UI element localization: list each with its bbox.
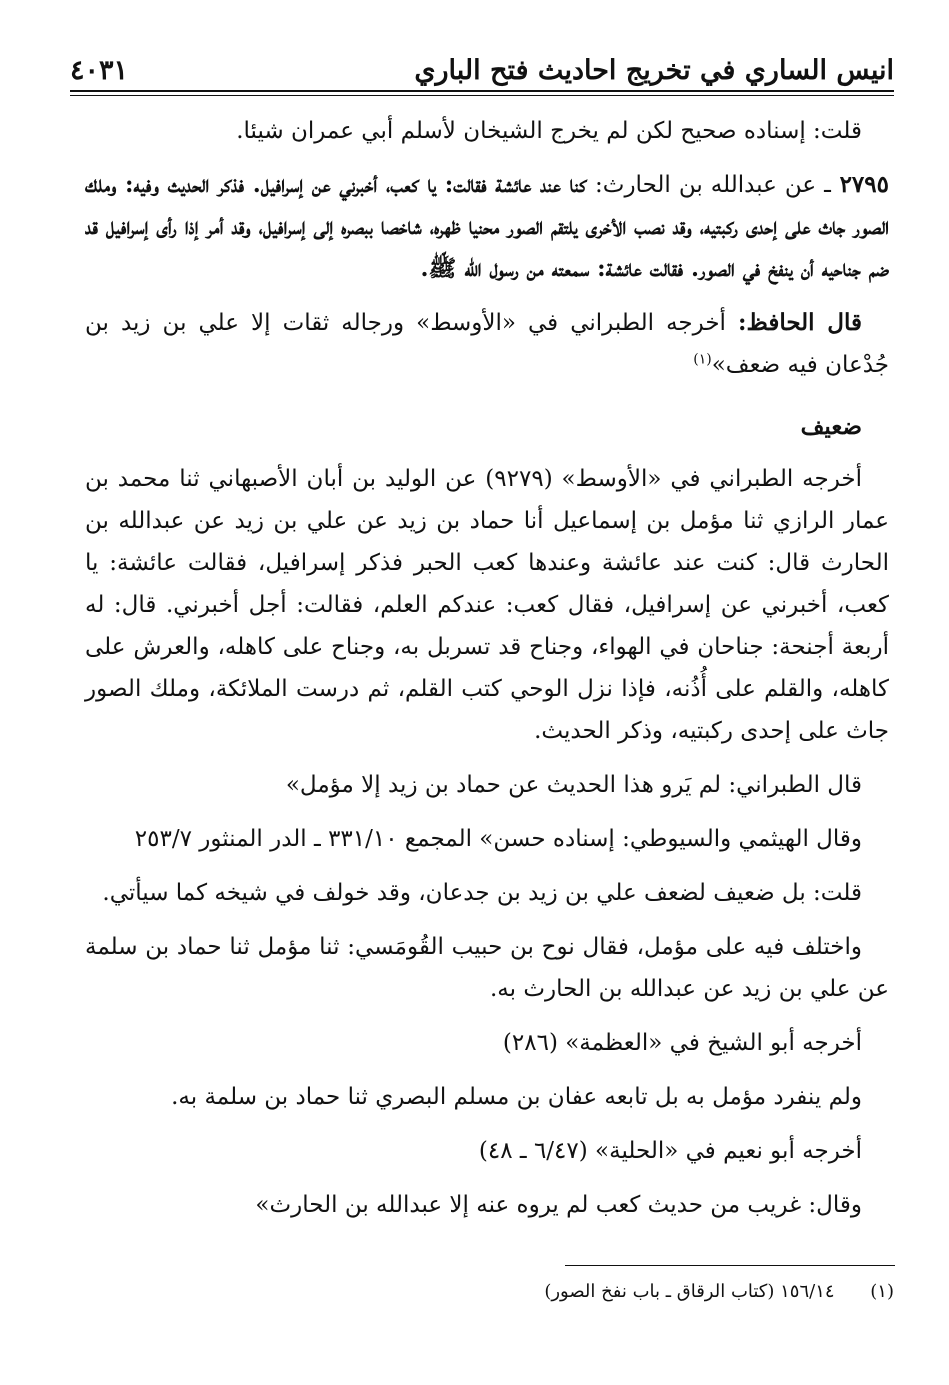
hadith-number: ٢٧٩٥ xyxy=(839,171,889,198)
footnote-rule xyxy=(565,1265,895,1266)
paragraph-qultu-1: قلت: إسناده صحيح لكن لم يخرج الشيخان لأسلم أبي عمران شيئا. xyxy=(236,118,862,144)
grade-heading: ضعيف xyxy=(800,413,862,440)
header-rule xyxy=(70,90,894,92)
hadith-matn: كنا عند عائشة فقالت: يا كعب، أخبرني عن إسرافيل. فذكر الحديث وفيه: وملك الصور جاث على إحدى ركبتيه، وقد نصب الأخرى يلتقم الصور محنيا ظهره، شاخصا ببصره إلى إسرافيل، وقد أمر إذا رأى إسرافيل قد ضم جناحيه أن ينفخ في الصور. فقالت عائشة: سمعته من رسول الله ﷺ. xyxy=(85,171,889,282)
footnote-text: ١٥٦/١٤ (كتاب الرقاق ـ باب نفخ الصور) xyxy=(544,1281,835,1302)
footnote xyxy=(544,1278,894,1306)
paragraph-abunuaym: أخرجه أبو نعيم في «الحلية» (٦/٤٧ ـ ٤٨) xyxy=(478,1138,862,1164)
footnote-number: (١) xyxy=(870,1281,894,1302)
paragraph-takhrij: أخرجه الطبراني في «الأوسط» (٩٢٧٩) عن الوليد بن أبان الأصبهاني ثنا محمد بن عمار الرازي ثنا مؤمل بن إسماعيل أنا حماد بن زيد عن علي بن زيد عن عبدالله بن الحارث قال: كنت عند عائشة وعندها كعب الحبر فذكر إسرافيل، فقالت عائشة: يا كعب، أخبرني عن إسرافيل، فقال كعب: عندكم العلم، فقالت: أجل أخبرني. قال: له أربعة أجنحة: جناحان في الهواء، وجناح قد تسربل به، وجناح على كاهله، والعرش على كاهله، والقلم على أُذُنه، فإذا نزل الوحي كتب القلم، ثم درست الملائكة، وملك الصور جاث على إحدى ركبتيه، وذكر الحديث. xyxy=(85,466,889,744)
paragraph-tabarani: قال الطبراني: لم يَرو هذا الحديث عن حماد بن زيد إلا مؤمل» xyxy=(285,772,862,798)
paragraph-haythami: وقال الهيثمي والسيوطي: إسناده حسن» المجمع ٣٣١/١٠ ـ الدر المنثور ٢٥٣/٧ xyxy=(134,826,862,852)
hafiz-comment xyxy=(85,302,889,386)
paragraph-qultu-2: قلت: بل ضعيف لضعف علي بن زيد بن جدعان، وقد خولف في شيخه كما سيأتي. xyxy=(102,880,862,906)
hadith-isnad: ـ عن عبدالله بن الحارث: xyxy=(595,172,831,198)
hafiz-text: أخرجه الطبراني في «الأوسط» ورجاله ثقات إلا علي بن زيد بن جُدْعان فيه ضعف» xyxy=(85,310,889,378)
paragraph-ikhtalaf: واختلف فيه على مؤمل، فقال نوح بن حبيب القُومَسي: ثنا مؤمل ثنا حماد بن سلمة عن علي بن زيد عن عبدالله بن الحارث به. xyxy=(85,934,889,1002)
page-header xyxy=(70,42,894,86)
main-text xyxy=(85,110,889,1238)
paragraph-gharib: وقال: غريب من حديث كعب لم يروه عنه إلا عبدالله بن الحارث» xyxy=(255,1192,862,1218)
page-number: ٤٠٣١ xyxy=(70,55,129,86)
running-title: انيس الساري في تخريج احاديث فتح الباري xyxy=(414,55,894,86)
footnote-marker: (١) xyxy=(693,351,712,368)
paragraph-mutaba: ولم ينفرد مؤمل به بل تابعه عفان بن مسلم البصري ثنا حماد بن سلمة به. xyxy=(171,1084,862,1110)
header-rule-thin xyxy=(70,95,894,96)
hafiz-label: قال الحافظ: xyxy=(738,309,863,336)
hadith-block xyxy=(85,164,889,290)
paragraph-abushaykh: أخرجه أبو الشيخ في «العظمة» (٢٨٦) xyxy=(502,1030,862,1056)
